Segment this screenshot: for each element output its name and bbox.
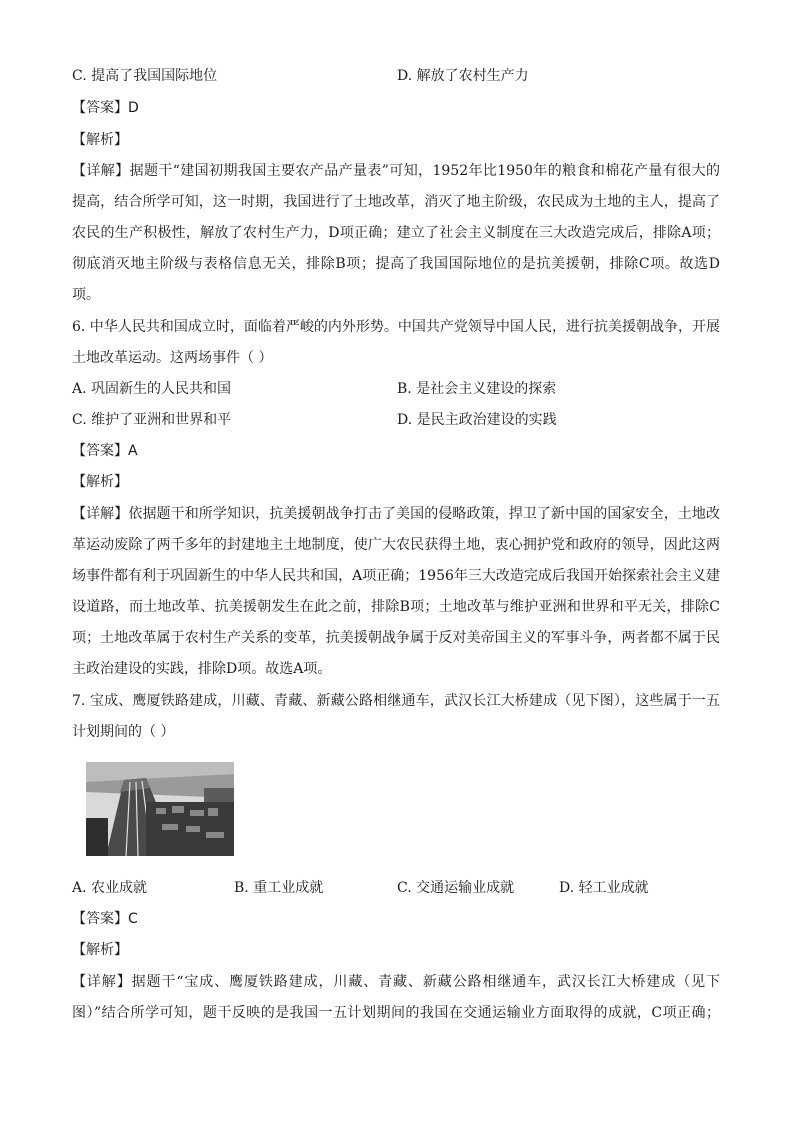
q7-option-a: A. 农业成就 bbox=[72, 880, 148, 896]
q6-detail-line: 主政治建设的实践，排除D项。故选A项。 bbox=[72, 661, 332, 677]
q6-option-b: B. 是社会主义建设的探索 bbox=[397, 381, 557, 397]
q6-option-a: A. 巩固新生的人民共和国 bbox=[72, 381, 232, 397]
q6-detail-line: 项；土地改革属于农村生产关系的变革，抗美援朝战争属于反对美帝国主义的军事斗争，两者都不属于民 bbox=[72, 630, 720, 646]
q7-detail-line: 图）”结合所学可知，题干反映的是我国一五计划期间的我国在交通运输业方面取得的成就，C项正确； bbox=[72, 1005, 720, 1021]
q7-option-b: B. 重工业成就 bbox=[234, 880, 324, 896]
q6-detail-line: 场事件都有利于巩固新生的中华人民共和国，A项正确；1956年三大改造完成后我国开始探索社会主义建 bbox=[72, 568, 720, 584]
q5-detail-line: 彻底消灭地主阶级与表格信息无关，排除B项；提高了我国国际地位的是抗美援朝，排除C项。故选D bbox=[72, 256, 720, 272]
q6-stem-line: 土地改革运动。这两场事件（ ） bbox=[72, 350, 273, 366]
q6-detail-line: 革运动废除了两千多年的封建地主土地制度，使广大农民获得土地，衷心拥护党和政府的领导，因此这两 bbox=[72, 537, 720, 553]
q7-option-d: D. 轻工业成就 bbox=[559, 880, 649, 896]
q5-detail-line: 项。 bbox=[72, 287, 100, 303]
q7-option-c: C. 交通运输业成就 bbox=[397, 880, 515, 896]
q5-detail-line: 提高，结合所学可知，这一时期，我国进行了土地改革，消灭了地主阶级，农民成为土地的主人，提高了 bbox=[72, 194, 720, 210]
wuhan-bridge-photo bbox=[86, 762, 234, 856]
q6-option-d: D. 是民主政治建设的实践 bbox=[397, 412, 557, 428]
q7-answer: 【答案】C bbox=[72, 911, 138, 927]
q6-stem-line: 6. 中华人民共和国成立时，面临着严峻的内外形势。中国共产党领导中国人民，进行抗美援朝战争，开展 bbox=[72, 319, 720, 335]
q6-answer: 【答案】A bbox=[72, 443, 138, 459]
q7-stem-line: 计划期间的（ ） bbox=[72, 724, 175, 740]
q6-analysis-label: 【解析】 bbox=[72, 474, 128, 490]
q5-answer: 【答案】D bbox=[72, 100, 139, 116]
q6-option-c: C. 维护了亚洲和世界和平 bbox=[72, 412, 232, 428]
q7-analysis-label: 【解析】 bbox=[72, 942, 128, 958]
q5-detail-line: 【详解】据题干“建国初期我国主要农产品产量表”可知，1952年比1950年的粮食和棉花产量有很大的 bbox=[72, 163, 720, 179]
q5-option-d: D. 解放了农村生产力 bbox=[397, 68, 529, 84]
q7-stem-line: 7. 宝成、鹰厦铁路建成，川藏、青藏、新藏公路相继通车，武汉长江大桥建成（见下图），这些属于一五 bbox=[72, 693, 720, 709]
q5-option-c: C. 提高了我国国际地位 bbox=[72, 68, 218, 84]
q6-detail-line: 设道路，而土地改革、抗美援朝发生在此之前，排除B项；土地改革与维护亚洲和世界和平无关，排除C bbox=[72, 599, 720, 615]
q7-detail-line: 【详解】据题干“宝成、鹰厦铁路建成，川藏、青藏、新藏公路相继通车，武汉长江大桥建成（见下 bbox=[72, 974, 720, 990]
q5-detail-line: 农民的生产积极性，解放了农村生产力，D项正确；建立了社会主义制度在三大改造完成后，排除A项； bbox=[72, 225, 720, 241]
q5-analysis-label: 【解析】 bbox=[72, 132, 128, 148]
q6-detail-line: 【详解】依据题干和所学知识，抗美援朝战争打击了美国的侵略政策，捍卫了新中国的国家安全，土地改 bbox=[72, 506, 720, 522]
